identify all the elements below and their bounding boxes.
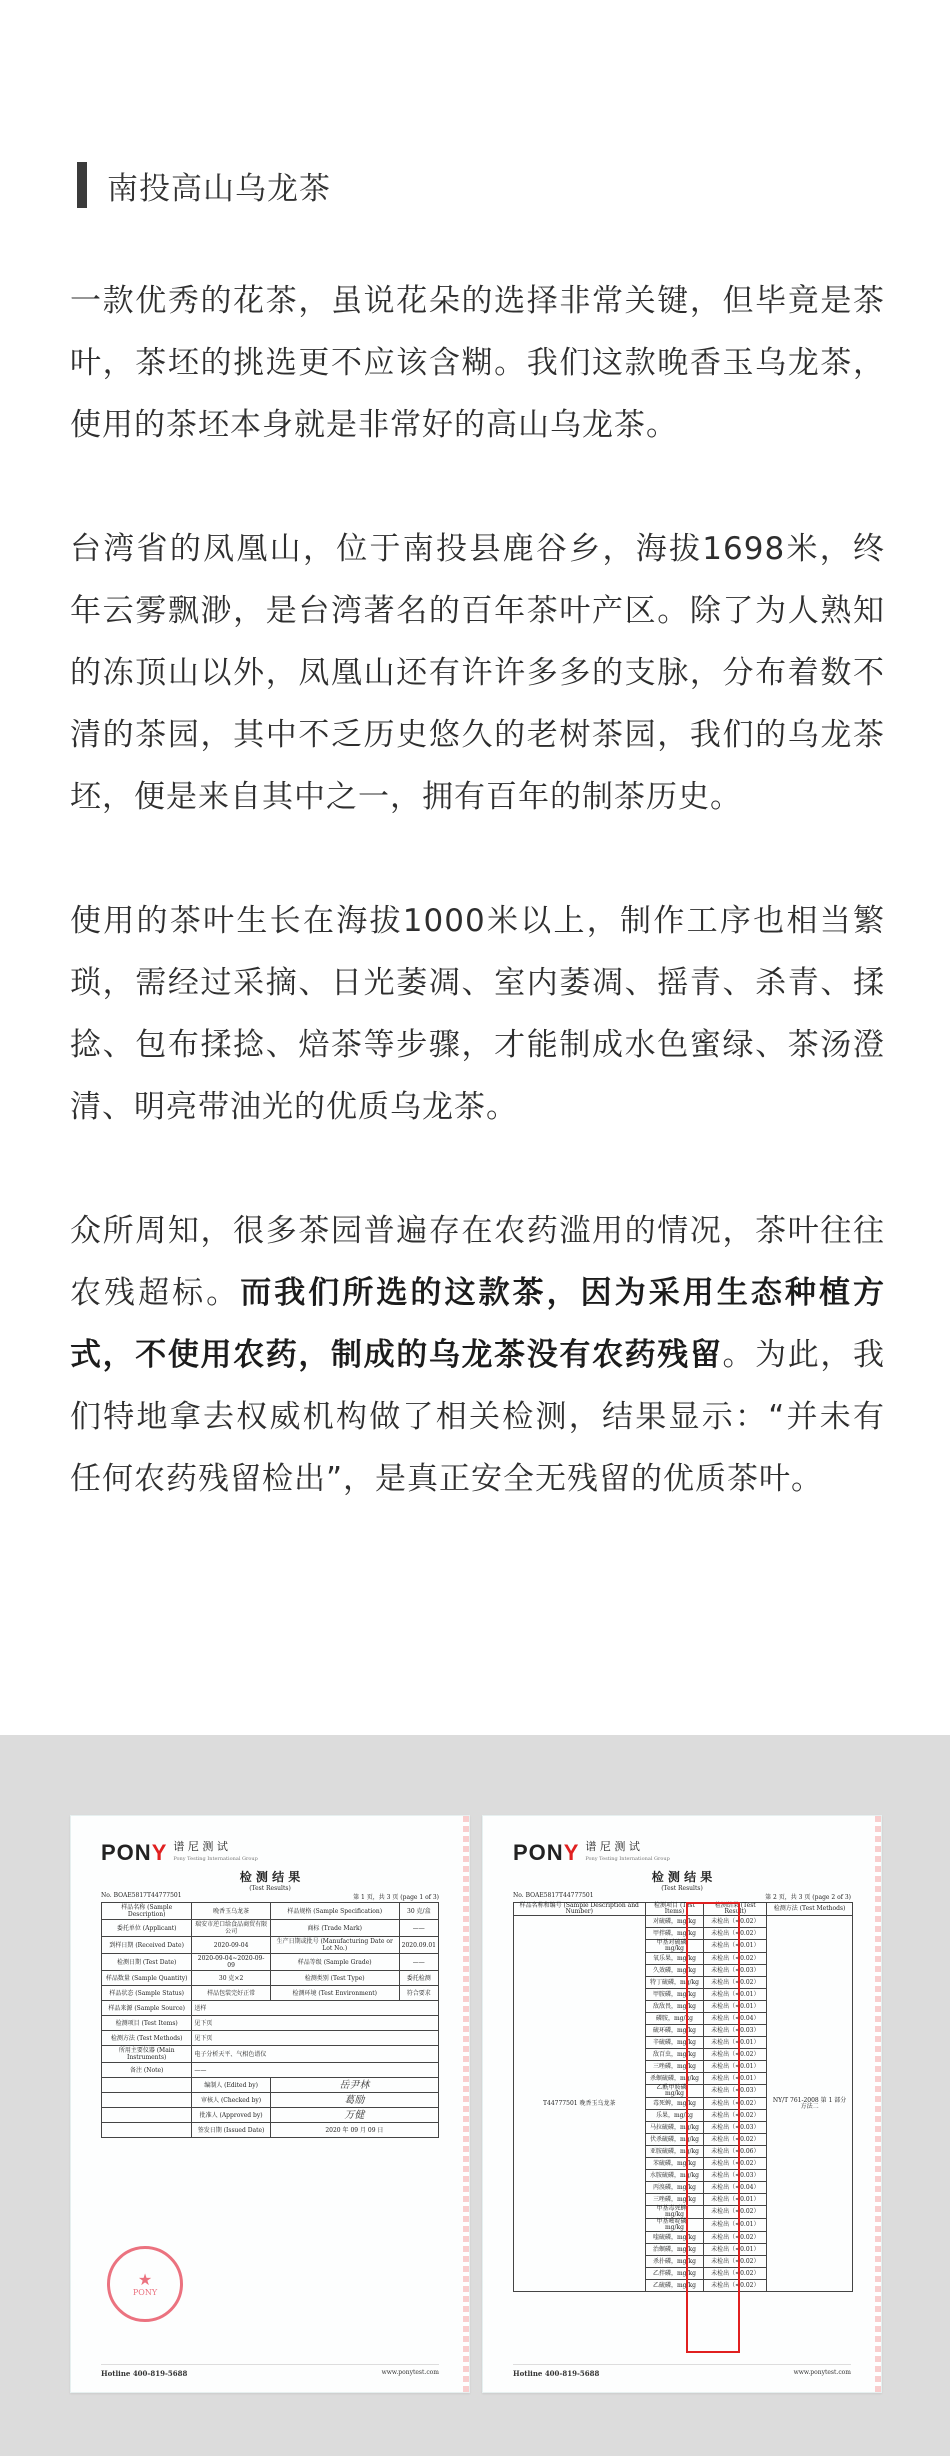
report-edge-stripe [463, 1816, 469, 2392]
table-cell: 见下页 [192, 2016, 439, 2031]
test-result-cell: 未检出（<0.03） [704, 2170, 767, 2182]
table-cell [102, 2093, 192, 2108]
table-cell: 2020-09-04 [192, 1937, 270, 1954]
paragraph-4-start: 众所周知，很多茶园普遍存在农药滥用的情况，茶叶往往农残超标。 [70, 1213, 885, 1311]
method-cell: NY/T 761-2008 第 1 部分 方法二 [767, 1916, 853, 2292]
table-cell: 检测方法 (Test Methods) [102, 2031, 192, 2046]
header-cell: 检测方法 (Test Methods) [767, 1903, 853, 1916]
brand-en: Pony Testing International Group [585, 1856, 670, 1862]
table-cell: 葛励 [270, 2093, 438, 2108]
brand-cn: 谱 尼 测 试 [585, 1840, 640, 1853]
header-cell: 检测项目 (Test Items) [645, 1903, 704, 1916]
paragraph-1: 一款优秀的花茶，虽说花朵的选择非常关键，但毕竟是茶叶，茶坯的挑选更不应该含糊。我们这款晚香玉乌龙茶，使用的茶坯本身就是非常好的高山乌龙茶。 [70, 283, 885, 443]
test-result-cell: 未检出（<0.01） [704, 2001, 767, 2013]
table-cell: 2020-09-04~2020-09-09 [192, 1954, 270, 1971]
table-cell: —— [192, 2063, 439, 2078]
report-number: No. BOAE5817T44777501 [513, 1892, 594, 1899]
test-result-cell: 未检出（<0.02） [704, 2158, 767, 2170]
test-item-cell: 治螟磷，mg/kg [645, 2244, 704, 2256]
header-cell: 检测结果 (Test Result) [704, 1903, 767, 1916]
test-result-cell: 未检出（<0.01） [704, 2219, 767, 2232]
table-cell: —— [399, 1954, 438, 1971]
test-item-cell: 伏杀硫磷，mg/kg [645, 2134, 704, 2146]
website: www.ponytest.com [793, 2369, 851, 2376]
table-row [102, 1920, 439, 1937]
test-result-cell: 未检出（<0.01） [704, 2061, 767, 2073]
test-item-cell: 三唑磷，mg/kg [645, 2194, 704, 2206]
table-row [102, 2093, 439, 2108]
test-result-cell: 未检出（<0.01） [704, 2194, 767, 2206]
pony-logo [101, 1840, 258, 1866]
test-item-cell: 特丁硫磷，mg/kg [645, 1977, 704, 1989]
table-cell: 所用主要仪器 (Main Instruments) [102, 2046, 192, 2063]
table-cell: 样品来源 (Sample Source) [102, 2001, 192, 2016]
test-result-cell: 未检出（<0.02） [704, 1977, 767, 1989]
test-item-cell: 马拉硫磷，mg/kg [645, 2122, 704, 2134]
seal-star-icon: ★ [137, 2269, 153, 2289]
pesticide-results-table [513, 1902, 853, 2292]
test-item-cell: 丙溴磷，mg/kg [645, 2182, 704, 2194]
test-result-cell: 未检出（<0.04） [704, 2013, 767, 2025]
table-cell: 委托单位 (Applicant) [102, 1920, 192, 1937]
test-result-cell: 未检出（<0.04） [704, 2182, 767, 2194]
table-cell: 样品状态 (Sample Status) [102, 1986, 192, 2001]
table-header-row [514, 1903, 853, 1916]
test-item-cell: 杀螟硫磷，mg/kg [645, 2073, 704, 2085]
test-item-cell: 甲拌磷，mg/kg [645, 1928, 704, 1940]
table-cell: 审核人 (Checked by) [192, 2093, 270, 2108]
brand-part-a: PON [101, 1840, 152, 1865]
test-result-cell: 未检出（<0.03） [704, 2085, 767, 2098]
test-result-cell: 未检出（<0.03） [704, 2025, 767, 2037]
test-item-cell: 甲基嘧啶磷，mg/kg [645, 2219, 704, 2232]
pony-logo [513, 1840, 670, 1866]
table-cell: 岳尹林 [270, 2078, 438, 2093]
table-cell: 电子分析天平、气相色谱仪 [192, 2046, 439, 2063]
table-cell: 样品数量 (Sample Quantity) [102, 1971, 192, 1986]
report-edge-stripe [875, 1816, 881, 2392]
test-result-cell: 未检出（<0.03） [704, 2122, 767, 2134]
table-row [102, 2123, 439, 2138]
table-row [102, 2001, 439, 2016]
table-cell: 晚香玉乌龙茶 [192, 1903, 270, 1920]
test-result-cell: 未检出（<0.02） [704, 1928, 767, 1940]
table-cell: 检测类别 (Test Type) [270, 1971, 399, 1986]
table-cell: 检测环境 (Test Environment) [270, 1986, 399, 2001]
test-result-cell: 未检出（<0.02） [704, 2134, 767, 2146]
sample-cell: T44777501 晚香玉乌龙茶 [514, 1916, 646, 2292]
table-cell: 样品包装完好正常 [192, 1986, 270, 2001]
table-row [102, 2063, 439, 2078]
seal-text: PONY [132, 2287, 158, 2297]
table-cell: 委托检测 [399, 1971, 438, 1986]
report-footer [513, 2364, 851, 2378]
table-row [102, 1986, 439, 2001]
table-cell: 检测项目 (Test Items) [102, 2016, 192, 2031]
table-cell: 样品等级 (Sample Grade) [270, 1954, 399, 1971]
brand-part-b: Y [151, 1840, 168, 1865]
test-result-cell: 未检出（<0.01） [704, 2037, 767, 2049]
report-footer [101, 2364, 439, 2378]
test-item-cell: 毒死蜱，mg/kg [645, 2098, 704, 2110]
table-row [102, 2016, 439, 2031]
test-item-cell: 久效磷，mg/kg [645, 1965, 704, 1977]
brand-part-a: PON [513, 1840, 564, 1865]
paragraph-2: 台湾省的凤凰山，位于南投县鹿谷乡，海拔1698米，终年云雾飘渺，是台湾著名的百年茶叶产区。除了为人熟知的冻顶山以外，凤凰山还有许许多多的支脉，分布着数不清的茶园，其中不乏历史悠久的老树茶园，我们的乌龙茶坯，便是来自其中之一，拥有百年的制茶历史。 [70, 531, 885, 815]
test-item-cell: 水胺硫磷，mg/kg [645, 2170, 704, 2182]
test-result-cell: 未检出（<0.03） [704, 1965, 767, 1977]
table-cell: 瑞安市逆口给食品商贸有限公司 [192, 1920, 270, 1937]
table-row [102, 2078, 439, 2093]
test-item-cell: 乙拌磷，mg/kg [645, 2268, 704, 2280]
test-result-cell: 未检出（<0.02） [704, 2206, 767, 2219]
test-result-cell: 未检出（<0.02） [704, 2280, 767, 2292]
test-result-cell: 未检出（<0.02） [704, 2110, 767, 2122]
result-highlight-box [686, 1902, 740, 2353]
test-result-cell: 未检出（<0.02） [704, 1953, 767, 1965]
table-row [102, 2046, 439, 2063]
heading-bar [77, 162, 87, 208]
table-cell: 生产日期或批号 (Manufacturing Date or Lot No.) [270, 1937, 399, 1954]
hotline: Hotline 400-819-5688 [101, 2369, 188, 2378]
table-cell: 样品规格 (Sample Specification) [270, 1903, 399, 1920]
page-number: 第 2 页，共 3 页 (page 2 of 3) [765, 1894, 851, 1901]
website: www.ponytest.com [381, 2369, 439, 2376]
paragraph-3: 使用的茶叶生长在海拔1000米以上，制作工序也相当繁琐，需经过采摘、日光萎凋、室内萎凋、摇青、杀青、揉捻、包布揉捻、焙茶等步骤，才能制成水色蜜绿、茶汤澄清、明亮带油光的优质乌龙茶。 [70, 903, 885, 1125]
table-cell: 万健 [270, 2108, 438, 2123]
table-cell: 签发日期 (Issued Date) [192, 2123, 270, 2138]
table-cell: 2020 年 09 月 09 日 [270, 2123, 438, 2138]
test-result-cell: 未检出（<0.02） [704, 2268, 767, 2280]
table-cell [102, 2123, 192, 2138]
table-cell: 备注 (Note) [102, 2063, 192, 2078]
header-cell: 样品名称和编号 (Sample Description and Number) [514, 1903, 646, 1916]
test-result-cell: 未检出（<0.02） [704, 2049, 767, 2061]
report-title: 检 测 结 果 (Test Results) [651, 1870, 713, 1892]
test-item-cell: 苯硫磷，mg/kg [645, 2158, 704, 2170]
table-cell: 30 克/盒 [399, 1903, 438, 1920]
test-item-cell: 敌百虫，mg/kg [645, 2049, 704, 2061]
test-result-cell: 未检出（<0.01） [704, 1940, 767, 1953]
test-item-cell: 敌敌畏，mg/kg [645, 2001, 704, 2013]
table-cell [102, 2078, 192, 2093]
paragraph-4 [70, 1200, 885, 1510]
test-result-cell: 未检出（<0.02） [704, 2098, 767, 2110]
table-row [102, 1903, 439, 1920]
test-result-cell: 未检出（<0.02） [704, 2256, 767, 2268]
table-cell [102, 2108, 192, 2123]
table-row [514, 1916, 853, 1928]
test-result-cell: 未检出（<0.01） [704, 2073, 767, 2085]
test-item-cell: 乙酰甲胺磷，mg/kg [645, 2085, 704, 2098]
table-row [102, 2108, 439, 2123]
test-result-cell: 未检出（<0.02） [704, 2232, 767, 2244]
page-number: 第 1 页，共 3 页 (page 1 of 3) [353, 1894, 439, 1901]
test-result-cell: 未检出（<0.01） [704, 1989, 767, 2001]
table-cell: 商标 (Trade Mark) [270, 1920, 399, 1937]
test-item-cell: 甲胺磷，mg/kg [645, 1989, 704, 2001]
table-cell: 批准人 (Approved by) [192, 2108, 270, 2123]
test-result-cell: 未检出（<0.01） [704, 2244, 767, 2256]
test-report-section [0, 1735, 950, 2456]
report-meta [513, 1892, 851, 1901]
test-item-cell: 杀扑磷，mg/kg [645, 2256, 704, 2268]
table-cell: —— [399, 1920, 438, 1937]
report-info-table [101, 1902, 439, 2138]
table-cell: 符合要求 [399, 1986, 438, 2001]
hotline: Hotline 400-819-5688 [513, 2369, 600, 2378]
article-body [70, 270, 885, 1572]
table-cell: 样品名称 (Sample Description) [102, 1903, 192, 1920]
table-cell: 送样 [192, 2001, 439, 2016]
test-result-cell: 未检出（<0.06） [704, 2146, 767, 2158]
report-meta [101, 1892, 439, 1901]
brand-cn: 谱 尼 测 试 [173, 1840, 228, 1853]
test-item-cell: 对硫磷，mg/kg [645, 1916, 704, 1928]
test-item-cell: 氧乐果，mg/kg [645, 1953, 704, 1965]
table-cell: 到样日期 (Received Date) [102, 1937, 192, 1954]
section-title: 南投高山乌龙茶 [107, 170, 331, 207]
test-item-cell: 喹硫磷，mg/kg [645, 2232, 704, 2244]
test-item-cell: 甲基对硫磷，mg/kg [645, 1940, 704, 1953]
test-item-cell: 磷胺，mg/kg [645, 2013, 704, 2025]
test-item-cell: 乙硫磷，mg/kg [645, 2280, 704, 2292]
test-item-cell: 甲基毒死蜱，mg/kg [645, 2206, 704, 2219]
test-report-page-2 [482, 1815, 882, 2393]
section-heading [77, 160, 331, 210]
table-cell: 30 克×2 [192, 1971, 270, 1986]
table-cell: 见下页 [192, 2031, 439, 2046]
report-title: 检 测 结 果 (Test Results) [239, 1870, 301, 1892]
report-number: No. BOAE5817T44777501 [101, 1892, 182, 1899]
test-item-cell: 硫环磷，mg/kg [645, 2025, 704, 2037]
brand-en: Pony Testing International Group [173, 1856, 258, 1862]
test-report-page-1 [70, 1815, 470, 2393]
brand-part-b: Y [563, 1840, 580, 1865]
paragraph-4-end: 。为此，我们特地拿去权威机构做了相关检测，结果显示：“并未有任何农药残留检出”，是真正安全无残留的优质茶叶。 [70, 1337, 885, 1497]
test-item-cell: 乐果，mg/kg [645, 2110, 704, 2122]
table-cell: 编制人 (Edited by) [192, 2078, 270, 2093]
paragraph-4-emphasis: 而我们所选的这款茶，因为采用生态种植方式，不使用农药，制成的乌龙茶没有农药残留 [70, 1275, 885, 1373]
table-cell: 检测日期 (Test Date) [102, 1954, 192, 1971]
test-item-cell: 辛硫磷，mg/kg [645, 2037, 704, 2049]
table-cell: 2020.09.01 [399, 1937, 438, 1954]
test-item-cell: 亚胺硫磷，mg/kg [645, 2146, 704, 2158]
company-seal [107, 2246, 183, 2322]
table-row [102, 2031, 439, 2046]
table-row [102, 1937, 439, 1954]
test-result-cell: 未检出（<0.02） [704, 1916, 767, 1928]
test-item-cell: 三唑磷，mg/kg [645, 2061, 704, 2073]
table-row [102, 1954, 439, 1971]
table-row [102, 1971, 439, 1986]
